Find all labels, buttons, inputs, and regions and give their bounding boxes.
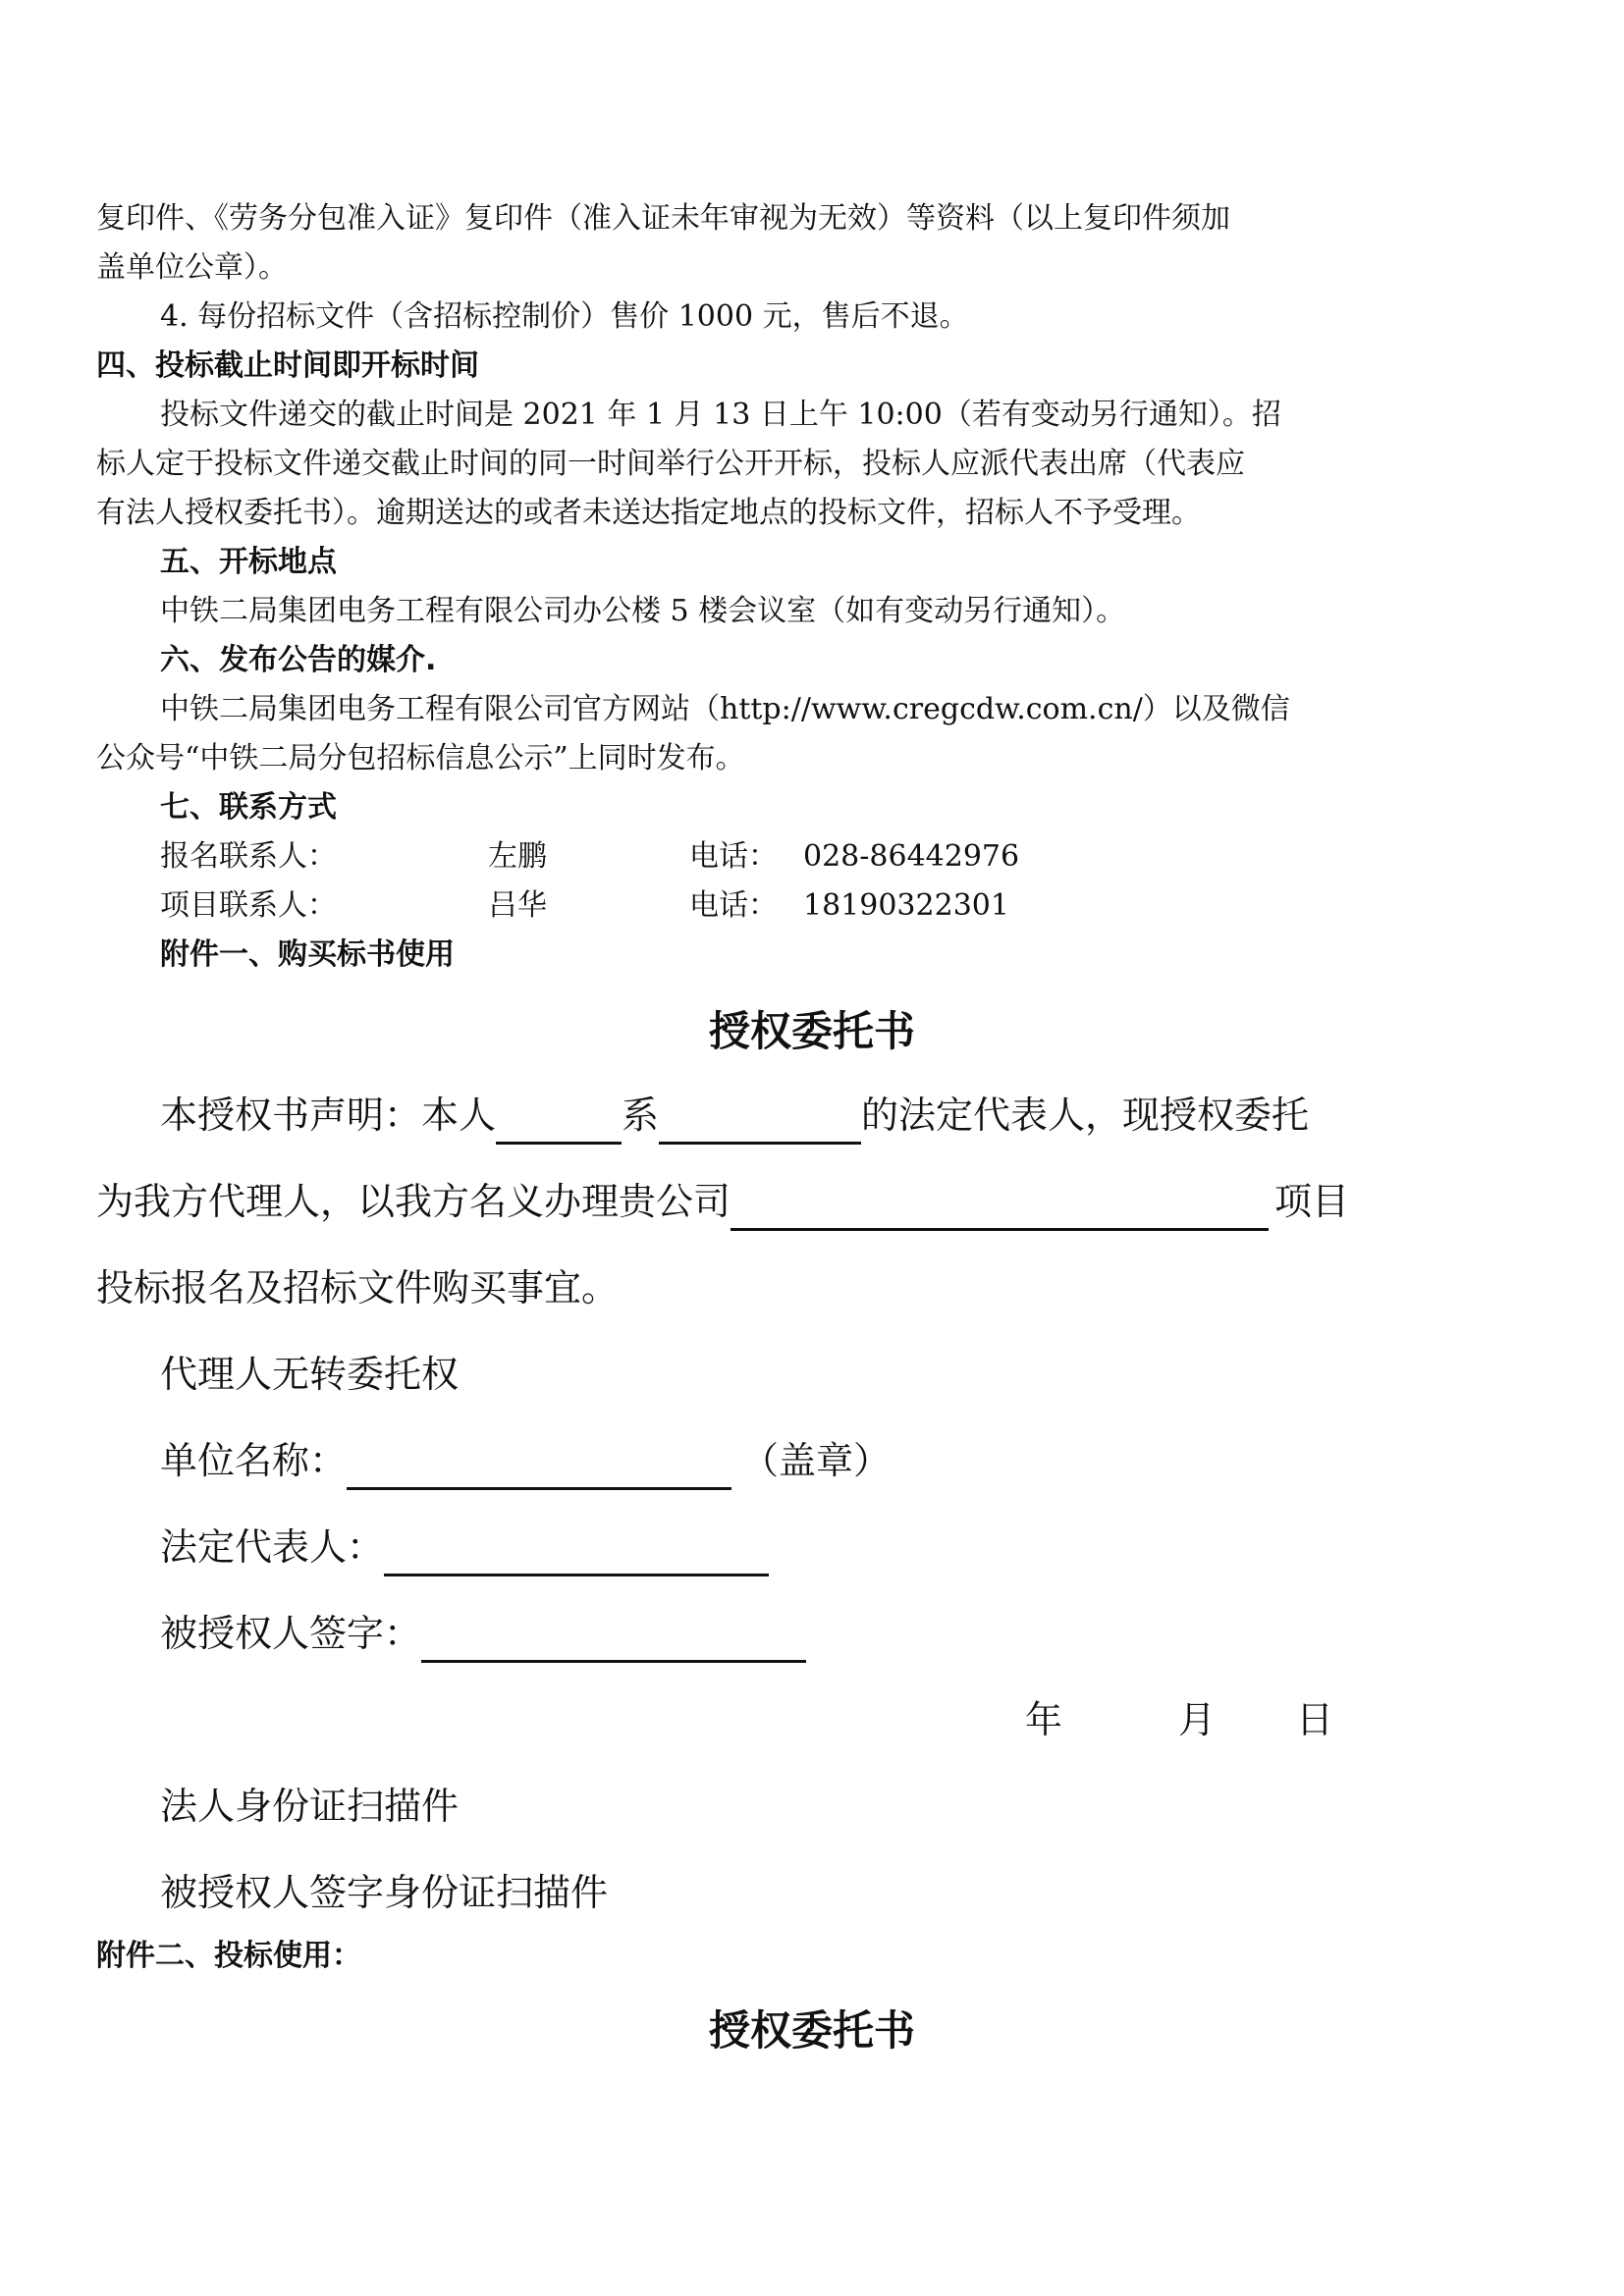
body-text-line: 中铁二局集团电务工程有限公司官方网站（http://www.cregcdw.com.cn/）以及微信 — [160, 692, 1290, 726]
body-text-line: 有法人授权委托书）。逾期送达的或者未送达指定地点的投标文件，招标人不予受理。 — [96, 496, 1201, 530]
contact-name: 左鹏 — [488, 839, 547, 874]
authorization-declaration — [160, 1086, 1309, 1145]
authorization-line-2 — [96, 1172, 1349, 1231]
declaration-text: 为我方代理人，以我方名义办理贵公司 — [96, 1180, 731, 1223]
attachment-2-title: 授权委托书 — [708, 2006, 915, 2055]
contact-role: 报名联系人： — [160, 839, 337, 874]
signer-blank — [421, 1617, 806, 1663]
unit-name-field — [160, 1431, 891, 1490]
body-text-line: 中铁二局集团电务工程有限公司办公楼 5 楼会议室（如有变动另行通知）。 — [160, 594, 1126, 628]
declaration-text: 本授权书声明：本人 — [160, 1094, 497, 1137]
attachment-2-heading: 附件二、投标使用： — [96, 1939, 361, 1973]
body-text-line: 盖单位公章）。 — [96, 250, 288, 285]
date-year: 年 — [1025, 1698, 1063, 1741]
body-text-line: 投标文件递交的截止时间是 2021 年 1 月 13 日上午 10:00（若有变动另行通知）。招 — [160, 398, 1281, 432]
legal-rep-blank — [384, 1530, 769, 1576]
company-blank — [659, 1098, 861, 1145]
authorization-line-3: 投标报名及招标文件购买事宜。 — [96, 1266, 620, 1309]
contact-phone-label: 电话： — [689, 839, 778, 874]
field-label: 被授权人签字： — [160, 1612, 422, 1655]
field-label: 单位名称： — [160, 1439, 348, 1482]
contact-name: 吕华 — [488, 888, 547, 923]
body-text-line: 标人定于投标文件递交截止时间的同一时间举行公开开标，投标人应派代表出席（代表应 — [96, 447, 1245, 481]
contact-role: 项目联系人： — [160, 888, 337, 923]
section-heading-4: 四、投标截止时间即开标时间 — [96, 348, 479, 383]
declaration-text: 的法定代表人，现授权委托 — [861, 1094, 1310, 1137]
project-blank — [731, 1185, 1269, 1231]
section-heading-7: 七、联系方式 — [160, 790, 337, 825]
contact-phone-label: 电话： — [689, 888, 778, 923]
date-day: 日 — [1296, 1698, 1334, 1741]
unit-name-blank — [347, 1444, 731, 1490]
signer-field — [160, 1604, 806, 1663]
body-text-line: 复印件、《劳务分包准入证》复印件（准入证未年审视为无效）等资料（以上复印件须加 — [96, 201, 1230, 236]
declaration-text: 系 — [622, 1094, 660, 1137]
contact-phone: 18190322301 — [803, 888, 1009, 923]
section-heading-6: 六、发布公告的媒介. — [160, 643, 437, 677]
list-item-4: 4. 每份招标文件（含招标控制价）售价 1000 元，售后不退。 — [160, 299, 969, 334]
legal-rep-field — [160, 1518, 769, 1576]
name-blank — [496, 1098, 622, 1145]
scan-signer-id: 被授权人签字身份证扫描件 — [160, 1871, 609, 1914]
scan-legal-id: 法人身份证扫描件 — [160, 1785, 460, 1828]
contact-phone: 028-86442976 — [803, 839, 1020, 874]
attachment-1-heading: 附件一、购买标书使用 — [160, 937, 455, 972]
attachment-1-title: 授权委托书 — [708, 1007, 915, 1055]
date-month: 月 — [1178, 1698, 1217, 1741]
section-heading-5: 五、开标地点 — [160, 545, 337, 579]
seal-note: （盖章） — [741, 1439, 892, 1482]
body-text-line: 公众号“中铁二局分包招标信息公示”上同时发布。 — [96, 741, 745, 775]
declaration-text: 项目 — [1274, 1180, 1350, 1223]
field-label: 法定代表人： — [160, 1525, 385, 1569]
no-sub-delegation: 代理人无转委托权 — [160, 1353, 460, 1396]
